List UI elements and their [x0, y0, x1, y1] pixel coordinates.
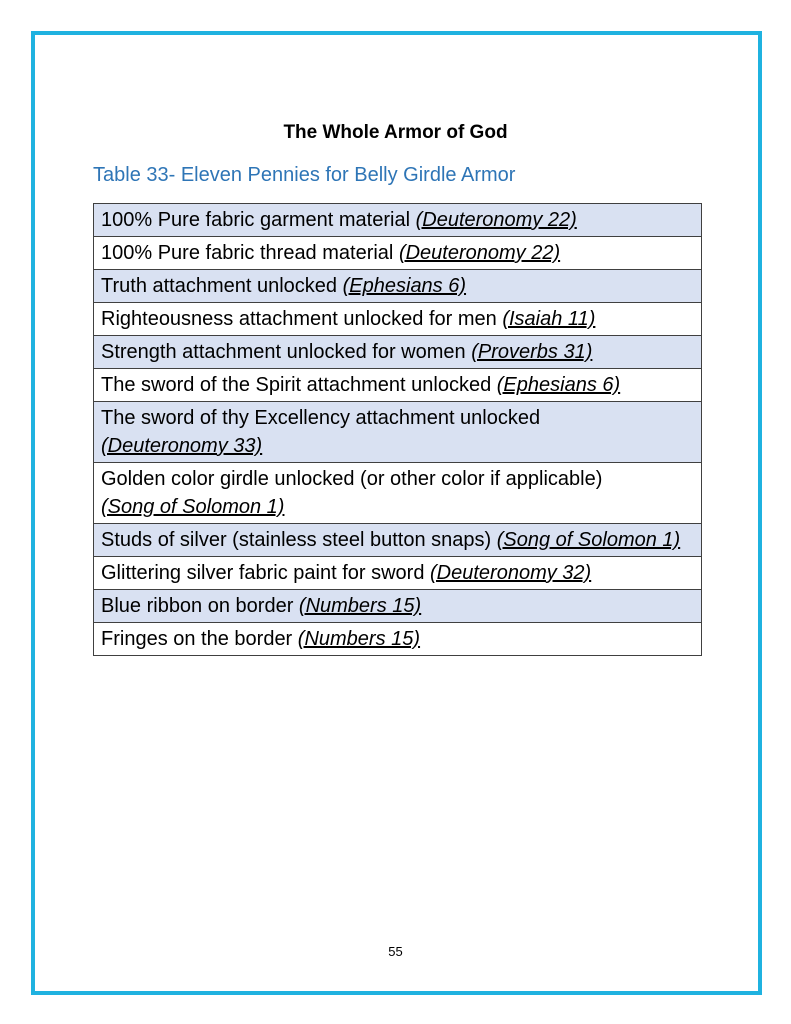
table-row	[94, 336, 702, 369]
scripture-reference: (Deuteronomy 22)	[398, 242, 561, 264]
item-text: 100% Pure fabric garment material	[101, 209, 416, 231]
table-row	[94, 369, 702, 402]
item-text: Blue ribbon on border	[101, 595, 299, 617]
table-row	[94, 590, 702, 623]
scripture-reference: (Song of Solomon 1)	[101, 496, 285, 518]
table-cell	[94, 204, 702, 237]
item-text: The sword of thy Excellency attachment unlocked	[101, 407, 541, 429]
table-cell	[94, 336, 702, 369]
table-row	[94, 623, 702, 656]
table-cell	[94, 557, 702, 590]
table-cell	[94, 369, 702, 402]
scripture-reference: (Ephesians 6)	[342, 275, 467, 297]
table-row	[94, 524, 702, 557]
table-cell	[94, 237, 702, 270]
table-cell	[94, 623, 702, 656]
scripture-reference: (Isaiah 11)	[502, 308, 596, 330]
scripture-reference: (Song of Solomon 1)	[496, 529, 681, 551]
item-text: 100% Pure fabric thread material	[101, 242, 399, 264]
table-row	[94, 303, 702, 336]
table-cell	[94, 270, 702, 303]
item-text: Truth attachment unlocked	[101, 275, 343, 297]
table-row	[94, 270, 702, 303]
table-cell	[94, 303, 702, 336]
table-row	[94, 557, 702, 590]
scripture-reference: (Ephesians 6)	[496, 374, 621, 396]
table-cell	[94, 590, 702, 623]
item-text: Glittering silver fabric paint for sword	[101, 562, 431, 584]
table-cell	[94, 463, 702, 524]
page-number: 55	[388, 944, 403, 959]
scripture-reference: (Deuteronomy 32)	[430, 562, 592, 584]
page-title: The Whole Armor of God	[283, 122, 508, 143]
scripture-reference: (Numbers 15)	[297, 628, 421, 650]
table-cell	[94, 402, 702, 463]
table-caption: Table 33- Eleven Pennies for Belly Girdle Armor	[93, 164, 516, 186]
table-row	[94, 204, 702, 237]
item-text: Strength attachment unlocked for women	[101, 341, 472, 363]
item-text: The sword of the Spirit attachment unlocked	[101, 374, 497, 396]
item-text: Studs of silver (stainless steel button snaps)	[101, 529, 497, 551]
armor-table	[93, 203, 702, 656]
table-row	[94, 237, 702, 270]
item-text: Righteousness attachment unlocked for men	[101, 308, 503, 330]
item-text: Golden color girdle unlocked (or other color if applicable)	[101, 468, 603, 490]
scripture-reference: (Deuteronomy 33)	[101, 435, 263, 457]
table-cell	[94, 524, 702, 557]
table-row	[94, 402, 702, 463]
scripture-reference: (Proverbs 31)	[471, 341, 593, 363]
item-text: Fringes on the border	[101, 628, 298, 650]
scripture-reference: (Deuteronomy 22)	[415, 209, 577, 231]
scripture-reference: (Numbers 15)	[298, 595, 422, 617]
table-row	[94, 463, 702, 524]
